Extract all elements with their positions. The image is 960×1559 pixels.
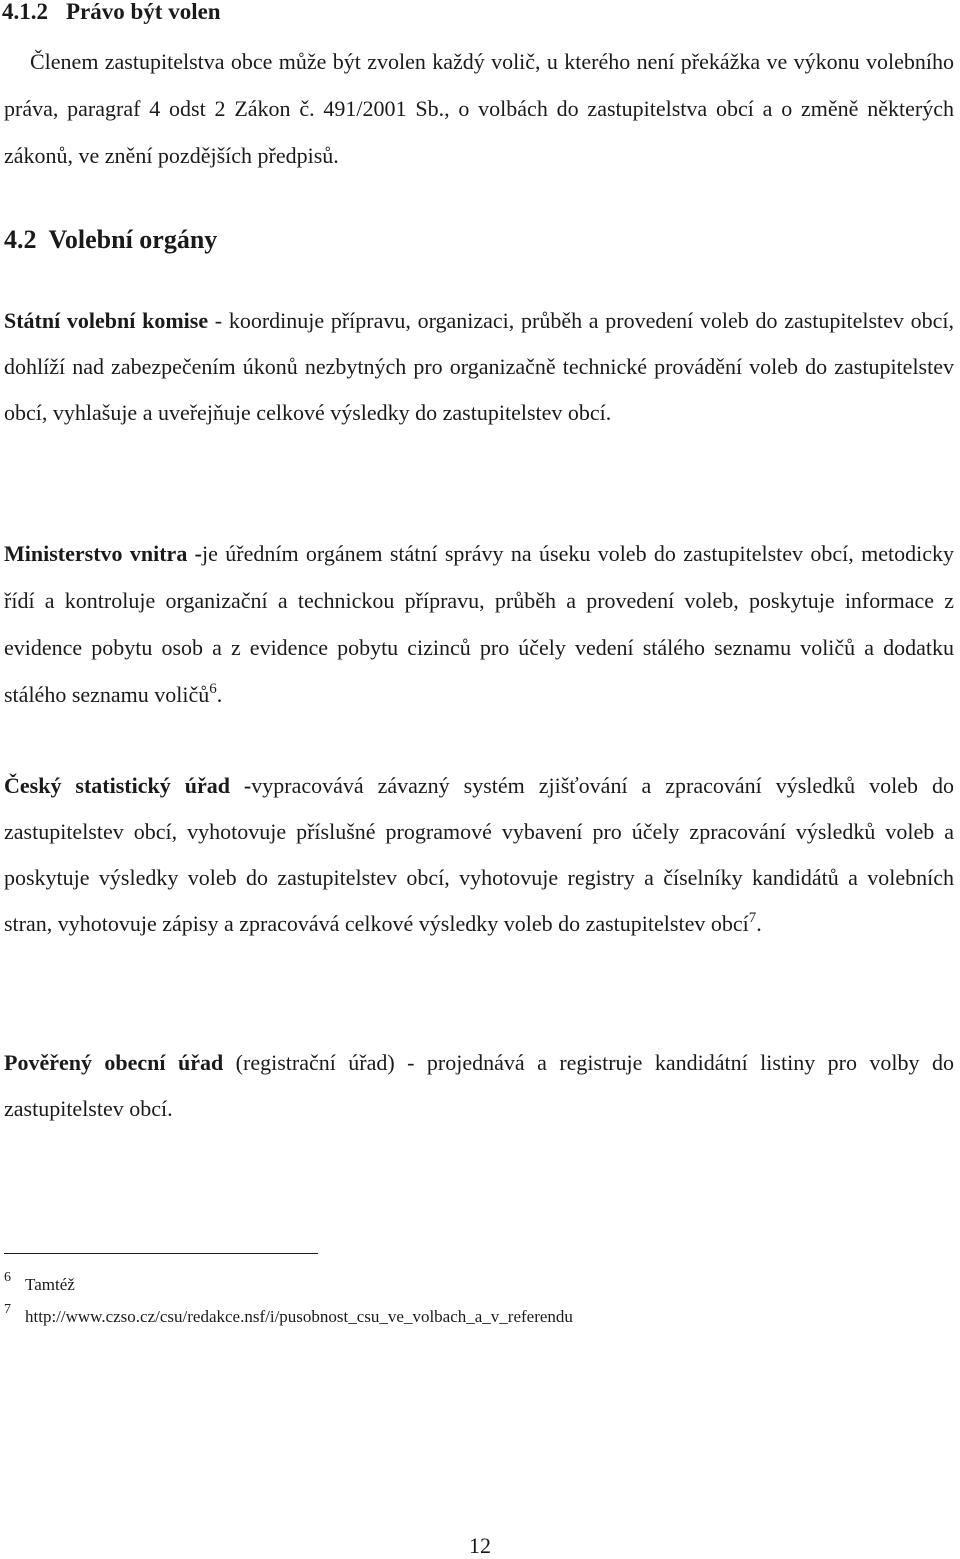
- paragraph-cesky-statisticky-urad: [4, 763, 954, 947]
- paragraph-statni-volebni-komise: [4, 298, 954, 436]
- organ-description: je úředním orgánem státní správy na úseku voleb do zastupitelstev obcí, metodicky řídí a kontroluje organizační a technickou přípravu, průběh a provedení voleb, poskytuje informace z evidence pobytu osob a z evidence pobytu cizinců pro účely vedení stálého seznamu voličů a dodatku stálého seznamu voličů: [4, 541, 954, 707]
- section-title: Volební orgány: [48, 225, 218, 254]
- footnote-text: Tamtéž: [25, 1275, 75, 1294]
- sentence-end: .: [756, 911, 762, 936]
- sentence-end: .: [216, 682, 223, 707]
- organ-description: vypracovává závazný systém zjišťování a zpracování výsledků voleb do zastupitelstev obcí, vyhotovuje příslušné programové vybavení pro účely zpracování výsledků voleb a poskytuje výsledky voleb do zastupitelstev obcí, vyhotovuje registry a číselníky kandidátů a volebních stran, vyhotovuje zápisy a zpracovává celkové výsledky voleb do zastupitelstev obcí: [4, 773, 954, 936]
- footnote-6: [4, 1270, 75, 1295]
- organ-name: Státní volební komise: [4, 308, 209, 333]
- page-number: 12: [469, 1533, 491, 1558]
- footnote-reference: 7: [748, 910, 757, 926]
- organ-name: Pověřený obecní úřad: [4, 1050, 224, 1075]
- footnote-separator: [4, 1253, 318, 1254]
- organ-name: Ministerstvo vnitra -: [4, 541, 203, 566]
- organ-name: Český statistický úřad -: [4, 773, 252, 798]
- section-number: 4.2: [4, 225, 37, 254]
- organ-description: - koordinuje přípravu, organizaci, průběh a provedení voleb do zastupitelstev obcí, dohlíží nad zabezpečením úkonů nezbytných pro organizačně technické provádění voleb do zastupitelstev obcí, vyhlašuje a uveřejňuje celkové výsledky do zastupitelstev obcí.: [4, 308, 955, 425]
- paragraph-pravo-byt-volen: Členem zastupitelstva obce může být zvolen každý volič, u kterého není překážka ve výkonu volebního práva, paragraf 4 odst 2 Zákon č. 491/2001 Sb., o volbách do zastupitelstva obcí a o změně některých zákonů, ve znění pozdějších předpisů.: [4, 49, 954, 168]
- footnote-7: [4, 1302, 573, 1327]
- footnote-mark: 7: [4, 1302, 11, 1317]
- footnote-reference: 6: [209, 681, 217, 697]
- section-title: Právo být volen: [66, 0, 221, 24]
- section-number: 4.1.2: [2, 0, 48, 24]
- organ-description: (registrační úřad) - projednává a registruje kandidátní listiny pro volby do zastupitelstev obcí.: [4, 1050, 954, 1121]
- paragraph-ministerstvo-vnitra: [4, 530, 954, 718]
- footnote-url: http://www.czso.cz/csu/redakce.nsf/i/pusobnost_csu_ve_volbach_a_v_referendu: [25, 1307, 573, 1326]
- paragraph-povereny-obecni-urad: [4, 1040, 954, 1132]
- section-heading-4-1-2: [2, 0, 221, 28]
- footnote-mark: 6: [4, 1270, 11, 1285]
- section-heading-4-2: [4, 222, 217, 258]
